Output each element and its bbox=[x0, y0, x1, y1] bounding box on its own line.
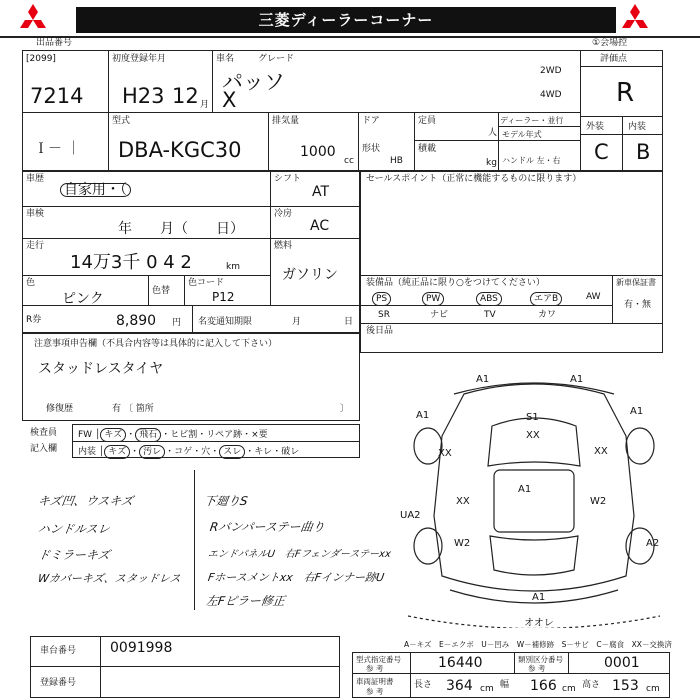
hand-right-4: 左Fピラー修正 bbox=[204, 594, 286, 608]
size-sub: 参 考 bbox=[366, 687, 384, 696]
mark-front-right: A1 bbox=[570, 374, 584, 385]
chassis-block bbox=[30, 636, 340, 698]
equip-item-airbag: エアB bbox=[530, 292, 562, 306]
displacement-label: 排気量 bbox=[272, 116, 300, 126]
doors-label: ドア bbox=[362, 116, 380, 126]
post-date-label: 後日品 bbox=[366, 326, 394, 336]
mark-fender-left: A1 bbox=[416, 410, 430, 421]
hand-right-2: エンドパネルU 右Fフェンダーステーxx bbox=[206, 549, 392, 560]
rear-window bbox=[490, 536, 578, 575]
load-unit: kg bbox=[486, 158, 497, 168]
month-unit: 月 bbox=[200, 100, 210, 110]
notes-label: 注意事項申告欄（不具合内容等は具体的に記入して下さい） bbox=[34, 339, 278, 349]
capacity-label: 定員 bbox=[418, 116, 437, 126]
height-label: 高さ bbox=[582, 680, 601, 690]
hand-left-3: Wカバーキズ、スタッドレス bbox=[37, 572, 182, 585]
shape-label: 形状 bbox=[362, 144, 381, 154]
ac-label: 冷房 bbox=[274, 209, 293, 219]
mark-sill-left-ua2: UA2 bbox=[400, 510, 421, 521]
mark-bumper-ore: オオレ bbox=[524, 618, 554, 628]
repair-value: 有 〔 箇所 bbox=[112, 404, 154, 414]
car-damage-diagram bbox=[394, 366, 674, 628]
model-sub: Ｉ－ ｜ bbox=[34, 141, 81, 157]
equip-item-abs: ABS bbox=[476, 292, 502, 306]
model-year-label: モデル年式 bbox=[502, 130, 542, 139]
model-cert-value: 16440 bbox=[438, 655, 483, 671]
name-change-day: 日 bbox=[344, 317, 354, 327]
color-code-label: 色コード bbox=[188, 278, 225, 288]
length-label: 長さ bbox=[414, 680, 433, 690]
width-value: 166 bbox=[530, 678, 557, 694]
exterior-score: C bbox=[594, 140, 609, 164]
mark-right-xx: XX bbox=[594, 446, 608, 457]
height-unit: cm bbox=[646, 684, 660, 694]
inspector-row2: 内装 │ キズ ・ 汚レ ・コゲ・穴・ スレ ・キレ・破レ bbox=[78, 447, 300, 457]
mark-door-left-xx: XX bbox=[456, 496, 470, 507]
model-code: DBA-KGC30 bbox=[118, 138, 242, 162]
equip-item-leather: カワ bbox=[538, 310, 557, 320]
recycle-value: 8,890 bbox=[116, 313, 157, 329]
grade-label: グレード bbox=[258, 54, 295, 64]
score-value: R bbox=[616, 78, 635, 108]
mark-door-right-w2: W2 bbox=[590, 496, 607, 507]
hand-right-1: Rバンパーステー曲り bbox=[208, 520, 326, 534]
inspection-value: 年 月（ 日） bbox=[118, 221, 244, 237]
reg-label: 登録番号 bbox=[40, 678, 77, 688]
width-unit: cm bbox=[562, 684, 576, 694]
equip-item-ps: PS bbox=[372, 292, 391, 306]
selling-point-label: セールスポイント（正常に機能するものに限ります） bbox=[366, 174, 582, 184]
displacement: 1000 bbox=[300, 144, 336, 160]
equip-item-tv: TV bbox=[484, 310, 496, 320]
color-label: 色 bbox=[26, 278, 36, 288]
hand-left-0: キズ凹、ウスキズ bbox=[36, 494, 135, 508]
drive-4wd: 4WD bbox=[540, 90, 562, 100]
equip-item-sr: SR bbox=[378, 310, 390, 320]
car-name-label: 車名 bbox=[216, 54, 235, 64]
body-value: 自家用・（ bbox=[60, 182, 131, 198]
color-value: ピンク bbox=[62, 291, 104, 307]
car-grade: X bbox=[222, 88, 237, 112]
hand-right-3: Fホースメントxx 右Fインナー跡U bbox=[207, 571, 386, 584]
class-value: 0001 bbox=[604, 655, 640, 671]
record-label: 記入欄 bbox=[30, 444, 58, 454]
width-label: 幅 bbox=[500, 680, 510, 690]
ac-value: AC bbox=[310, 218, 330, 234]
mark-rear-a1: A1 bbox=[532, 592, 546, 603]
lot-number: 7214 bbox=[30, 84, 84, 108]
first-reg-month: 12 bbox=[172, 84, 199, 108]
equipment-label: 装備品（純正品に限り○をつけてください） bbox=[366, 278, 545, 288]
notes-text: スタッドレスタイヤ bbox=[38, 361, 164, 377]
lot-number-label: 出品番号 bbox=[36, 38, 73, 48]
fuel-value: ガソリン bbox=[282, 267, 338, 283]
mark-hood-s1: S1 bbox=[526, 412, 539, 423]
hand-left-1: ハンドルスレ bbox=[36, 522, 111, 536]
model-cert-sub: 参 考 bbox=[366, 664, 384, 673]
lot-sub: [2099] bbox=[26, 54, 56, 64]
mark-fender-right: A1 bbox=[630, 406, 644, 417]
selling-equipment-block bbox=[360, 171, 663, 353]
load-label: 積載 bbox=[418, 144, 437, 154]
color-change-label: 色替 bbox=[152, 286, 171, 296]
hand-right-0: 下廻りS bbox=[202, 494, 249, 508]
capacity-unit: 人 bbox=[488, 128, 498, 138]
name-change-month: 月 bbox=[292, 317, 302, 327]
class-sub: 参 考 bbox=[528, 664, 546, 673]
header-bar bbox=[0, 0, 700, 38]
equip-item-aw: AW bbox=[586, 292, 601, 302]
size-label: 車両証明書 bbox=[356, 677, 394, 686]
wheel-fr bbox=[626, 428, 654, 464]
drive-2wd: 2WD bbox=[540, 66, 562, 76]
mileage-unit: km bbox=[226, 262, 240, 272]
mark-hood-xx: XX bbox=[526, 430, 540, 441]
shift-label: シフト bbox=[274, 174, 302, 184]
damage-legend: A－キズ E－エクボ U－凹み W－補修跡 S－サビ C－腐食 XX－交換済 bbox=[404, 640, 672, 649]
mitsubishi-logo-right bbox=[616, 2, 654, 36]
fuel-label: 燃料 bbox=[274, 241, 293, 251]
model-cert-label: 型式指定番号 bbox=[356, 655, 401, 664]
windshield bbox=[488, 418, 580, 466]
repair-label: 修復歴 bbox=[46, 404, 74, 414]
warranty-value: 有・無 bbox=[624, 300, 652, 310]
displacement-unit: cc bbox=[344, 156, 354, 166]
first-reg-year: H23 bbox=[122, 84, 165, 108]
mileage-value: 14万3千 0 4 2 bbox=[70, 252, 192, 273]
warranty-label: 新車保証書 bbox=[616, 278, 656, 287]
length-unit: cm bbox=[480, 684, 494, 694]
score-label: 評価点 bbox=[600, 54, 628, 64]
inspector-row1: FW │ キズ ・ 飛石 ・ヒビ割・リペア跡・×要 bbox=[78, 430, 268, 440]
length-value: 364 bbox=[446, 678, 473, 694]
color-code: P12 bbox=[212, 290, 235, 304]
equip-item-navi: ナビ bbox=[430, 310, 449, 320]
inspection-label: 車検 bbox=[26, 209, 45, 219]
mark-front-left: A1 bbox=[476, 374, 490, 385]
venue-copy-label: ①会場控 bbox=[592, 38, 628, 48]
interior-score: B bbox=[636, 140, 651, 164]
name-change-label: 名変通知期限 bbox=[198, 317, 253, 327]
first-reg-label: 初度登録年月 bbox=[112, 54, 167, 64]
car-name: パッソ bbox=[222, 70, 285, 94]
dealer-label: ディーラー・並行 bbox=[500, 116, 564, 125]
mark-rear-left-w2: W2 bbox=[454, 538, 471, 549]
class-label: 類別区分番号 bbox=[518, 655, 563, 664]
recycle-label: R券 bbox=[26, 315, 42, 325]
mileage-label: 走行 bbox=[26, 241, 45, 251]
banner-title: 三菱ディーラーコーナー bbox=[76, 7, 616, 33]
mark-roof-a1: A1 bbox=[518, 484, 532, 495]
shift-value: AT bbox=[312, 184, 330, 200]
hand-left-2: ドミラーキズ bbox=[36, 548, 111, 562]
interior-label: 内装 bbox=[628, 122, 647, 132]
height-value: 153 bbox=[612, 678, 639, 694]
recycle-unit: 円 bbox=[172, 318, 182, 328]
chassis-label: 車台番号 bbox=[40, 646, 77, 656]
mark-left-xx: XX bbox=[438, 448, 452, 459]
chassis-number: 0091998 bbox=[110, 640, 173, 656]
shape-value: HB bbox=[390, 156, 403, 166]
body-label: 車歴 bbox=[26, 174, 45, 184]
roof bbox=[494, 470, 574, 532]
handle-label: ハンドル 左・右 bbox=[502, 156, 561, 165]
mitsubishi-logo-left bbox=[14, 2, 52, 36]
equip-item-pw: PW bbox=[422, 292, 444, 306]
repair-end: 〕 bbox=[340, 404, 350, 414]
inspector-label: 検査員 bbox=[30, 428, 58, 438]
mark-rear-right-a2: A2 bbox=[646, 538, 660, 549]
exterior-label: 外装 bbox=[586, 122, 605, 132]
model-label: 型式 bbox=[112, 116, 131, 126]
